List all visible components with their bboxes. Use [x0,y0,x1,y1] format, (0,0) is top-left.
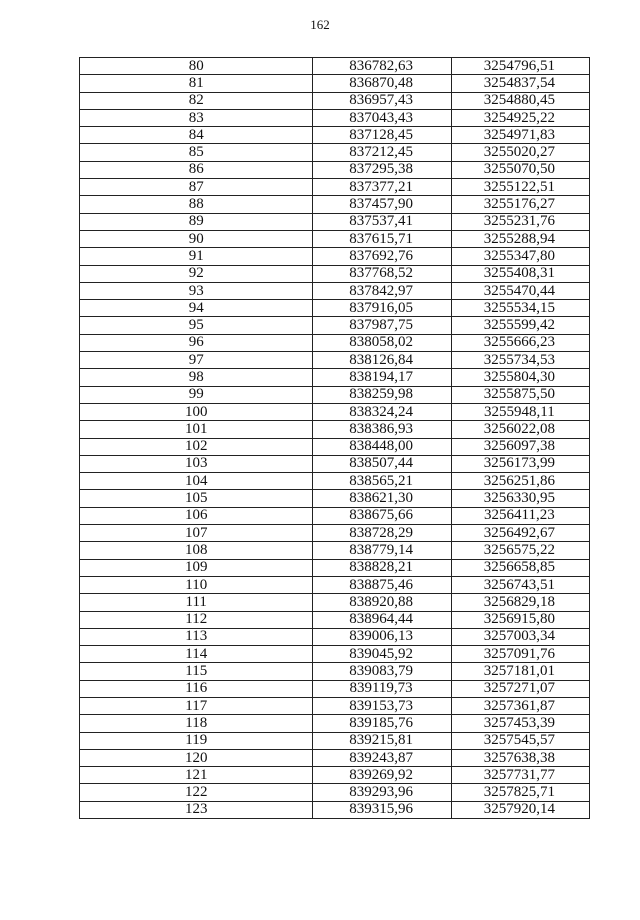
point-number-cell: 96 [80,334,313,351]
table-row [80,542,590,559]
point-number-cell: 99 [80,386,313,403]
y-coordinate-cell: 3256330,95 [451,490,589,507]
x-coordinate-cell: 837295,38 [313,161,451,178]
x-coordinate-cell: 838675,66 [313,507,451,524]
x-coordinate-cell: 838779,14 [313,542,451,559]
point-number-cell: 115 [80,663,313,680]
point-number-cell: 88 [80,196,313,213]
y-coordinate-cell: 3257271,07 [451,680,589,697]
x-coordinate-cell: 836957,43 [313,92,451,109]
table-row [80,248,590,265]
point-number-cell: 102 [80,438,313,455]
point-number-cell: 106 [80,507,313,524]
y-coordinate-cell: 3256173,99 [451,455,589,472]
point-number-cell: 83 [80,109,313,126]
y-coordinate-cell: 3255875,50 [451,386,589,403]
y-coordinate-cell: 3255020,27 [451,144,589,161]
table-row [80,715,590,732]
x-coordinate-cell: 839185,76 [313,715,451,732]
y-coordinate-cell: 3257920,14 [451,801,589,818]
y-coordinate-cell: 3255347,80 [451,248,589,265]
y-coordinate-cell: 3256251,86 [451,473,589,490]
x-coordinate-cell: 838386,93 [313,421,451,438]
table-row [80,58,590,75]
x-coordinate-cell: 839315,96 [313,801,451,818]
x-coordinate-cell: 837768,52 [313,265,451,282]
table-row [80,161,590,178]
point-number-cell: 95 [80,317,313,334]
table-row [80,92,590,109]
y-coordinate-cell: 3255408,31 [451,265,589,282]
table-row [80,455,590,472]
x-coordinate-cell: 838324,24 [313,403,451,420]
x-coordinate-cell: 837128,45 [313,127,451,144]
table-row [80,732,590,749]
x-coordinate-cell: 837987,75 [313,317,451,334]
y-coordinate-cell: 3254837,54 [451,75,589,92]
table-row [80,403,590,420]
y-coordinate-cell: 3256575,22 [451,542,589,559]
x-coordinate-cell: 838728,29 [313,525,451,542]
point-number-cell: 101 [80,421,313,438]
x-coordinate-cell: 837692,76 [313,248,451,265]
x-coordinate-cell: 838828,21 [313,559,451,576]
coordinates-table-body [80,58,590,819]
table-row [80,300,590,317]
y-coordinate-cell: 3256829,18 [451,594,589,611]
y-coordinate-cell: 3257638,38 [451,749,589,766]
point-number-cell: 119 [80,732,313,749]
point-number-cell: 111 [80,594,313,611]
x-coordinate-cell: 838194,17 [313,369,451,386]
y-coordinate-cell: 3255666,23 [451,334,589,351]
x-coordinate-cell: 839215,81 [313,732,451,749]
table-row [80,127,590,144]
table-row [80,282,590,299]
x-coordinate-cell: 838126,84 [313,352,451,369]
x-coordinate-cell: 839083,79 [313,663,451,680]
x-coordinate-cell: 837043,43 [313,109,451,126]
table-row [80,525,590,542]
y-coordinate-cell: 3256915,80 [451,611,589,628]
x-coordinate-cell: 839006,13 [313,628,451,645]
point-number-cell: 120 [80,749,313,766]
table-row [80,179,590,196]
point-number-cell: 105 [80,490,313,507]
point-number-cell: 82 [80,92,313,109]
table-row [80,784,590,801]
y-coordinate-cell: 3255176,27 [451,196,589,213]
y-coordinate-cell: 3257453,39 [451,715,589,732]
table-row [80,421,590,438]
y-coordinate-cell: 3255804,30 [451,369,589,386]
y-coordinate-cell: 3256658,85 [451,559,589,576]
table-row [80,507,590,524]
y-coordinate-cell: 3257731,77 [451,767,589,784]
point-number-cell: 118 [80,715,313,732]
x-coordinate-cell: 837842,97 [313,282,451,299]
table-row [80,663,590,680]
point-number-cell: 87 [80,179,313,196]
table-row [80,680,590,697]
x-coordinate-cell: 838259,98 [313,386,451,403]
point-number-cell: 81 [80,75,313,92]
x-coordinate-cell: 838920,88 [313,594,451,611]
table-row [80,767,590,784]
table-row [80,75,590,92]
x-coordinate-cell: 837212,45 [313,144,451,161]
y-coordinate-cell: 3254971,83 [451,127,589,144]
y-coordinate-cell: 3254925,22 [451,109,589,126]
point-number-cell: 100 [80,403,313,420]
point-number-cell: 114 [80,646,313,663]
point-number-cell: 89 [80,213,313,230]
point-number-cell: 90 [80,230,313,247]
table-row [80,317,590,334]
table-row [80,628,590,645]
x-coordinate-cell: 837916,05 [313,300,451,317]
x-coordinate-cell: 836870,48 [313,75,451,92]
x-coordinate-cell: 837377,21 [313,179,451,196]
point-number-cell: 80 [80,58,313,75]
y-coordinate-cell: 3257825,71 [451,784,589,801]
point-number-cell: 86 [80,161,313,178]
table-row [80,594,590,611]
table-row [80,473,590,490]
point-number-cell: 107 [80,525,313,542]
y-coordinate-cell: 3256411,23 [451,507,589,524]
point-number-cell: 109 [80,559,313,576]
y-coordinate-cell: 3257003,34 [451,628,589,645]
table-row [80,369,590,386]
table-row [80,697,590,714]
point-number-cell: 97 [80,352,313,369]
y-coordinate-cell: 3257545,57 [451,732,589,749]
x-coordinate-cell: 839293,96 [313,784,451,801]
table-row [80,801,590,818]
point-number-cell: 104 [80,473,313,490]
x-coordinate-cell: 839243,87 [313,749,451,766]
y-coordinate-cell: 3255599,42 [451,317,589,334]
point-number-cell: 85 [80,144,313,161]
x-coordinate-cell: 838448,00 [313,438,451,455]
table-row [80,265,590,282]
x-coordinate-cell: 838058,02 [313,334,451,351]
y-coordinate-cell: 3255734,53 [451,352,589,369]
point-number-cell: 103 [80,455,313,472]
x-coordinate-cell: 836782,63 [313,58,451,75]
table-row [80,230,590,247]
point-number-cell: 112 [80,611,313,628]
table-row [80,646,590,663]
table-row [80,213,590,230]
y-coordinate-cell: 3257181,01 [451,663,589,680]
x-coordinate-cell: 837457,90 [313,196,451,213]
x-coordinate-cell: 838621,30 [313,490,451,507]
point-number-cell: 110 [80,576,313,593]
y-coordinate-cell: 3255534,15 [451,300,589,317]
table-row [80,386,590,403]
table-row [80,576,590,593]
point-number-cell: 91 [80,248,313,265]
table-row [80,352,590,369]
y-coordinate-cell: 3257361,87 [451,697,589,714]
x-coordinate-cell: 837615,71 [313,230,451,247]
x-coordinate-cell: 839153,73 [313,697,451,714]
table-row [80,109,590,126]
x-coordinate-cell: 838507,44 [313,455,451,472]
y-coordinate-cell: 3256022,08 [451,421,589,438]
table-row [80,196,590,213]
point-number-cell: 121 [80,767,313,784]
x-coordinate-cell: 839045,92 [313,646,451,663]
y-coordinate-cell: 3255288,94 [451,230,589,247]
point-number-cell: 122 [80,784,313,801]
point-number-cell: 84 [80,127,313,144]
y-coordinate-cell: 3255231,76 [451,213,589,230]
x-coordinate-cell: 839269,92 [313,767,451,784]
point-number-cell: 117 [80,697,313,714]
table-row [80,334,590,351]
y-coordinate-cell: 3255070,50 [451,161,589,178]
x-coordinate-cell: 837537,41 [313,213,451,230]
page-number: 162 [310,17,330,32]
y-coordinate-cell: 3254796,51 [451,58,589,75]
table-row [80,749,590,766]
y-coordinate-cell: 3256743,51 [451,576,589,593]
table-row [80,611,590,628]
table-row [80,490,590,507]
x-coordinate-cell: 838964,44 [313,611,451,628]
point-number-cell: 123 [80,801,313,818]
table-row [80,144,590,161]
coordinates-table [79,57,590,819]
table-row [80,559,590,576]
x-coordinate-cell: 838565,21 [313,473,451,490]
x-coordinate-cell: 838875,46 [313,576,451,593]
point-number-cell: 98 [80,369,313,386]
point-number-cell: 113 [80,628,313,645]
point-number-cell: 116 [80,680,313,697]
y-coordinate-cell: 3254880,45 [451,92,589,109]
point-number-cell: 108 [80,542,313,559]
y-coordinate-cell: 3257091,76 [451,646,589,663]
point-number-cell: 93 [80,282,313,299]
table-row [80,438,590,455]
y-coordinate-cell: 3255948,11 [451,403,589,420]
x-coordinate-cell: 839119,73 [313,680,451,697]
y-coordinate-cell: 3256097,38 [451,438,589,455]
point-number-cell: 92 [80,265,313,282]
point-number-cell: 94 [80,300,313,317]
y-coordinate-cell: 3255470,44 [451,282,589,299]
y-coordinate-cell: 3256492,67 [451,525,589,542]
y-coordinate-cell: 3255122,51 [451,179,589,196]
